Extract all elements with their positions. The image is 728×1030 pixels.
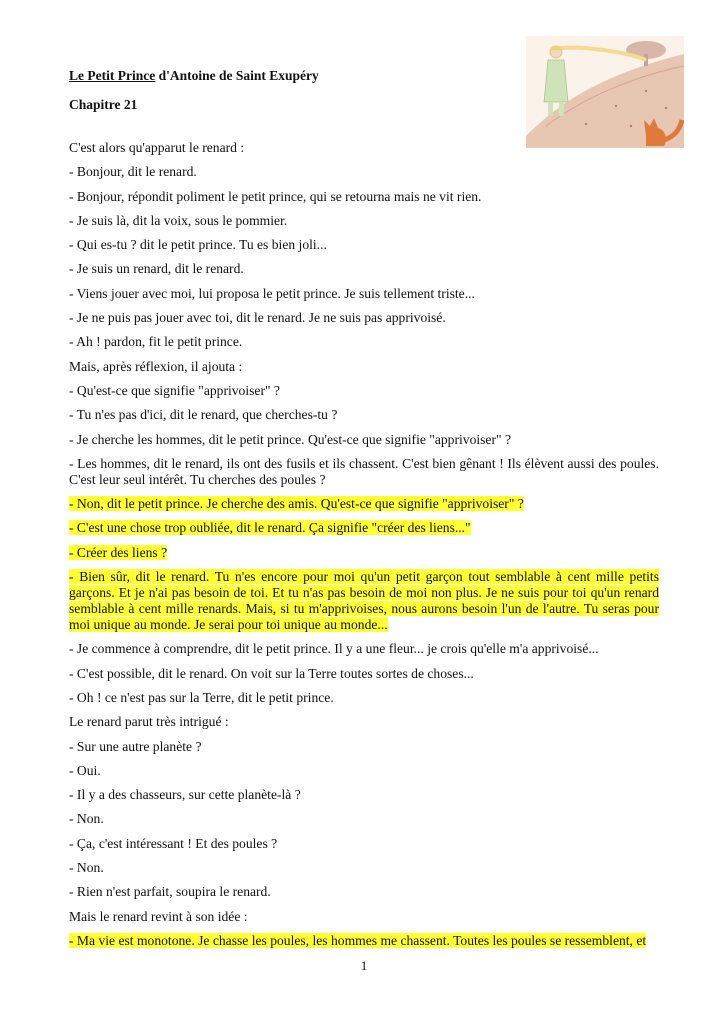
highlighted-paragraph: - C'est une chose trop oubliée, dit le renard. Ça signifie "créer des liens..." <box>69 520 471 536</box>
paragraph: - Ah ! pardon, fit le petit prince. <box>69 334 243 350</box>
paragraph: - Tu n'es pas d'ici, dit le renard, que cherches-tu ? <box>69 407 338 423</box>
paragraph: - Je commence à comprendre, dit le petit prince. Il y a une fleur... je crois qu'elle m'a apprivoisé... <box>69 641 599 657</box>
book-title: Le Petit Prince <box>69 68 156 83</box>
paragraph: Mais le renard revint à son idée : <box>69 908 248 924</box>
highlighted-paragraph: - Bien sûr, dit le renard. Tu n'es encore pour moi qu'un petit garçon tout semblable à cent mille petits garçons. Et je n'ai pas besoin de toi. Et tu n'as pas besoin de moi non plus. Je ne suis pour toi qu'un renard semblable à cent mille renards. Mais, si tu m'apprivoises, nous aurons besoin l'un de l'autre. Tu seras pour moi unique au monde. Je serai pour toi unique au monde... <box>69 569 659 633</box>
paragraph: - Non. <box>69 811 104 827</box>
paragraph: - Je suis un renard, dit le renard. <box>69 261 244 277</box>
page-number: 1 <box>360 958 368 973</box>
paragraph: - Ça, c'est intéressant ! Et des poules ? <box>69 835 278 851</box>
paragraph: - Rien n'est parfait, soupira le renard. <box>69 884 271 900</box>
document-title <box>69 68 319 84</box>
paragraph: - Je ne puis pas jouer avec toi, dit le renard. Je ne suis pas apprivoisé. <box>69 310 446 326</box>
author-text: d'Antoine de Saint Exupéry <box>155 68 319 83</box>
paragraph: - Je suis là, dit la voix, sous le pommier. <box>69 212 288 228</box>
paragraph: - Qu'est-ce que signifie "apprivoiser" ? <box>69 382 280 398</box>
body-text <box>69 140 659 957</box>
paragraph: - Il y a des chasseurs, sur cette planète-là ? <box>69 787 301 803</box>
paragraph: - Je cherche les hommes, dit le petit prince. Qu'est-ce que signifie "apprivoiser" ? <box>69 431 511 447</box>
highlighted-paragraph: - Ma vie est monotone. Je chasse les poules, les hommes me chassent. Toutes les poules se ressemblent, et <box>69 932 647 948</box>
paragraph: - C'est possible, dit le renard. On voit sur la Terre toutes sortes de choses... <box>69 665 474 681</box>
highlighted-paragraph: - Créer des liens ? <box>69 544 168 560</box>
paragraph: - Qui es-tu ? dit le petit prince. Tu es bien joli... <box>69 237 327 253</box>
paragraph: C'est alors qu'apparut le renard : <box>69 140 245 155</box>
paragraph: Le renard parut très intrigué : <box>69 714 229 730</box>
paragraph: Mais, après réflexion, il ajouta : <box>69 358 243 374</box>
little-prince-fox-illustration <box>526 36 684 148</box>
paragraph: - Bonjour, dit le renard. <box>69 164 197 180</box>
highlighted-paragraph: - Non, dit le petit prince. Je cherche des amis. Qu'est-ce que signifie "apprivoiser" ? <box>69 496 524 512</box>
paragraph: - Bonjour, répondit poliment le petit prince, qui se retourna mais ne vit rien. <box>69 188 482 204</box>
paragraph: - Oh ! ce n'est pas sur la Terre, dit le petit prince. <box>69 689 334 705</box>
paragraph: - Les hommes, dit le renard, ils ont des fusils et ils chassent. C'est bien gênant ! Ils élèvent aussi des poules. C'est leur seul intérêt. Tu cherches des poules ? <box>69 455 659 487</box>
paragraph: - Non. <box>69 860 104 876</box>
paragraph: - Viens jouer avec moi, lui proposa le petit prince. Je suis tellement triste... <box>69 285 475 301</box>
paragraph: - Sur une autre planète ? <box>69 738 202 754</box>
paragraph: - Oui. <box>69 762 101 778</box>
chapter-heading: Chapitre 21 <box>69 97 138 112</box>
